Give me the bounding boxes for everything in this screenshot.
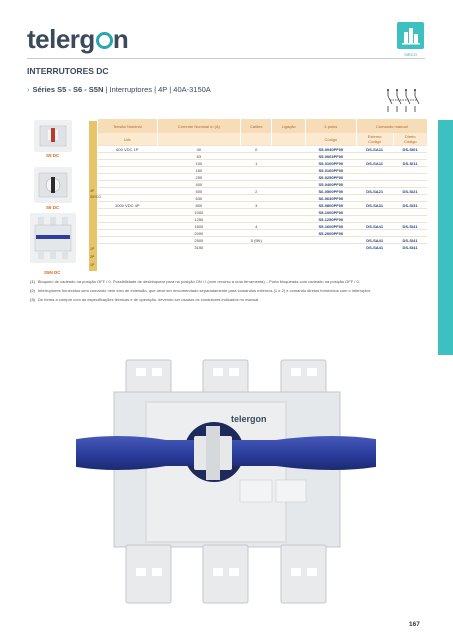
table-cell: DS-SA21 <box>356 188 393 195</box>
table-cell: 3 <box>241 202 272 209</box>
table-cell: DS-SI11 <box>393 160 427 167</box>
table-cell: S5-0063PF00 <box>305 153 356 160</box>
subheader-direct: Direto <box>404 134 416 139</box>
table-cell <box>356 181 393 188</box>
table-cell <box>98 167 158 174</box>
table-cell <box>272 181 306 188</box>
product-image-s5 <box>34 120 72 152</box>
table-cell: DS-SA31 <box>356 202 393 209</box>
table-cell <box>393 195 427 202</box>
table-cell: 800 <box>157 202 241 209</box>
table-cell <box>393 181 427 188</box>
table-cell <box>98 237 158 244</box>
page-number: 167 <box>409 621 420 628</box>
table-cell: DS-SI41 <box>393 223 427 230</box>
subheader-cell <box>393 133 427 146</box>
table-cell <box>98 153 158 160</box>
pole-label: 1P <box>90 247 95 251</box>
table-cell: DS-SI41 <box>393 237 427 244</box>
table-cell <box>272 167 306 174</box>
table-cell <box>272 195 306 202</box>
subheader-cell <box>356 133 393 146</box>
table-cell <box>356 230 393 237</box>
table-row <box>98 195 428 202</box>
product-label-s5n: S5N DC <box>44 270 61 275</box>
table-cell <box>272 209 306 216</box>
table-cell: S5-1250PF00 <box>305 216 356 223</box>
table-cell <box>241 153 272 160</box>
table-cell: 2500 <box>157 237 241 244</box>
col-header-voltage: Tensão Nominal <box>98 119 158 133</box>
subheader-external: Externo <box>367 134 382 139</box>
table-subheader-row <box>98 133 428 146</box>
table-row <box>98 216 428 223</box>
table-cell: DS-SI31 <box>393 202 427 209</box>
table-cell <box>241 216 272 223</box>
table-cell <box>272 202 306 209</box>
table-cell <box>356 167 393 174</box>
table-row <box>98 223 428 230</box>
subheader-cell: Udc <box>98 133 158 146</box>
subheader-cell <box>157 133 241 146</box>
footnote <box>30 279 428 285</box>
table-row <box>98 209 428 216</box>
section-title: INTERRUTORES DC <box>27 66 109 76</box>
table-cell <box>98 244 158 251</box>
pole-label: 4P <box>90 189 95 193</box>
table-cell: S5-0040PF00 <box>305 146 356 153</box>
product-photo <box>76 340 376 622</box>
footnote-mark: (3) <box>30 297 35 302</box>
table-cell <box>272 146 306 153</box>
table-cell: 1000 VDC 4P <box>98 202 158 209</box>
table-cell: 250 <box>157 174 241 181</box>
table-cell: DS-SA41 <box>356 223 393 230</box>
table-cell: DS-SI41 <box>393 244 427 251</box>
table-row <box>98 160 428 167</box>
table-cell <box>98 195 158 202</box>
table-cell <box>241 230 272 237</box>
product-label-s6: S6 DC <box>46 205 60 210</box>
footnotes <box>30 279 428 306</box>
table-row <box>98 188 428 195</box>
table-cell: S5-0160PF00 <box>305 167 356 174</box>
table-row <box>98 153 428 160</box>
table-row <box>98 174 428 181</box>
table-cell: S5-1600PF00 <box>305 223 356 230</box>
footnote-mark: (1) <box>30 279 35 284</box>
pole-label: SIRCO <box>90 195 102 199</box>
table-cell <box>241 174 272 181</box>
table-cell: S6-0630PF00 <box>305 195 356 202</box>
table-cell: 100 <box>157 160 241 167</box>
corner-label: SIRCO <box>404 52 417 57</box>
col-header-connection: Ligação <box>272 119 306 133</box>
footnote-text: De forma a cumprir com as especificações técnicas e de operação, devendo ser usados os condutores indicados no manual. <box>37 297 260 302</box>
table-cell <box>356 174 393 181</box>
table-cell <box>393 216 427 223</box>
table-cell <box>393 153 427 160</box>
table-cell <box>272 216 306 223</box>
footnote-text: Interruptores fornecidos sem comando nem eixo de extensão, que deve ser encomendado separadamente para comandos externos (1 e 2) e comando diretos fornecidos com o interruptor. <box>37 288 371 293</box>
table-cell <box>241 181 272 188</box>
table-cell: DS-SI01 <box>393 146 427 153</box>
table-cell <box>272 153 306 160</box>
table-cell <box>305 244 356 251</box>
table-cell: DS-SA11 <box>356 146 393 153</box>
table-cell <box>272 174 306 181</box>
footnote <box>30 297 428 303</box>
table-cell: 1600 <box>157 223 241 230</box>
table-row <box>98 244 428 251</box>
pole-label: 1P <box>90 263 95 267</box>
table-row <box>98 167 428 174</box>
table-cell <box>98 188 158 195</box>
table-cell <box>272 223 306 230</box>
table-cell <box>241 209 272 216</box>
subheader-code: Código <box>403 139 417 144</box>
table-cell: S5-0100PF00 <box>305 160 356 167</box>
table-cell: S5-2000PF00 <box>305 230 356 237</box>
pole-label: 2P <box>90 255 95 259</box>
table-cell: 2000 <box>157 230 241 237</box>
table-row <box>98 230 428 237</box>
table-cell: 63 <box>157 153 241 160</box>
table-row <box>98 237 428 244</box>
table-cell <box>393 209 427 216</box>
table-cell <box>393 167 427 174</box>
table-cell: 0 <box>241 146 272 153</box>
table-cell: S5-0800PF00 <box>305 202 356 209</box>
col-header-rating: Calibre <box>241 119 272 133</box>
table-cell <box>272 160 306 167</box>
table-cell: DS-SA11 <box>356 160 393 167</box>
table-cell: 400 <box>157 181 241 188</box>
table-cell <box>356 209 393 216</box>
specification-table <box>97 119 427 250</box>
col-header-manual-control: Comando manual <box>356 119 427 133</box>
table-cell: 1000 <box>157 209 241 216</box>
table-cell: 160 <box>157 167 241 174</box>
table-cell <box>356 216 393 223</box>
table-cell: 4 <box>241 223 272 230</box>
product-label-s5: S5 DC <box>46 153 60 158</box>
subheader-code: Código <box>368 139 381 144</box>
building-icon <box>397 22 424 49</box>
table-cell: DS-SA41 <box>356 237 393 244</box>
series-name: Séries S5 - S6 - S5N <box>32 85 104 94</box>
table-cell <box>393 230 427 237</box>
table-cell <box>241 195 272 202</box>
table-cell <box>98 230 158 237</box>
footnote-text: Bloqueio de cadeado na posição OFF / 0. Possibilidade de desbloquear para na posição ON / I (com recurso a uma ferramenta) – Porta bloqueada com cadeado na posição OFF / 0. <box>37 279 360 284</box>
side-tab <box>438 120 453 355</box>
table-cell <box>272 188 306 195</box>
table-row <box>98 146 428 153</box>
table-cell: 3150 <box>157 244 241 251</box>
footnote <box>30 288 428 294</box>
table-cell: 40 <box>157 146 241 153</box>
table-cell: DS-SA41 <box>356 244 393 251</box>
footnote-mark: (2) <box>30 288 35 293</box>
col-header-4-poles: 4 polos <box>305 119 356 133</box>
table-cell <box>272 230 306 237</box>
product-image-s6 <box>34 167 72 203</box>
table-cell: S5-0400PF00 <box>305 181 356 188</box>
table-cell: 5 (5N) <box>241 237 272 244</box>
table-row <box>98 202 428 209</box>
product-image-s5n <box>30 213 76 263</box>
table-cell: 1250 <box>157 216 241 223</box>
col-header-current: Corrente Nominal In (A) <box>157 119 241 133</box>
table-cell <box>272 244 306 251</box>
logo-power-icon <box>96 32 113 49</box>
table-cell <box>305 237 356 244</box>
table-cell <box>98 223 158 230</box>
table-header-row <box>98 119 428 133</box>
series-heading <box>27 85 211 94</box>
table-cell: 600 VDC 1P <box>98 146 158 153</box>
telergon-logo: telerg n <box>27 24 129 54</box>
table-cell <box>98 160 158 167</box>
table-cell <box>272 237 306 244</box>
table-cell: S6-0500PF00 <box>305 188 356 195</box>
table-cell <box>98 174 158 181</box>
table-cell <box>98 209 158 216</box>
table-cell <box>98 216 158 223</box>
table-cell: DS-SI21 <box>393 188 427 195</box>
table-cell: 500 <box>157 188 241 195</box>
table-cell: 2 <box>241 188 272 195</box>
table-cell: S5-0250PF00 <box>305 174 356 181</box>
photo-brand: telergon <box>231 414 267 424</box>
table-cell <box>356 153 393 160</box>
arrow-icon: › <box>27 85 30 94</box>
subheader-cell: Código <box>305 133 356 146</box>
subheader-cell <box>241 133 272 146</box>
table-cell <box>241 167 272 174</box>
series-details: | Interruptores | 4P | 40A-3150A <box>103 85 211 94</box>
table-cell <box>356 195 393 202</box>
table-cell <box>241 244 272 251</box>
wiring-schematic-icon <box>382 84 424 118</box>
table-row <box>98 181 428 188</box>
table-cell <box>393 174 427 181</box>
table-cell <box>98 181 158 188</box>
pole-indicator-bar <box>89 121 102 271</box>
table-cell: 630 <box>157 195 241 202</box>
table-cell: 1 <box>241 160 272 167</box>
table-cell: S5-1000PF00 <box>305 209 356 216</box>
header-divider <box>27 58 425 59</box>
subheader-cell <box>272 133 306 146</box>
